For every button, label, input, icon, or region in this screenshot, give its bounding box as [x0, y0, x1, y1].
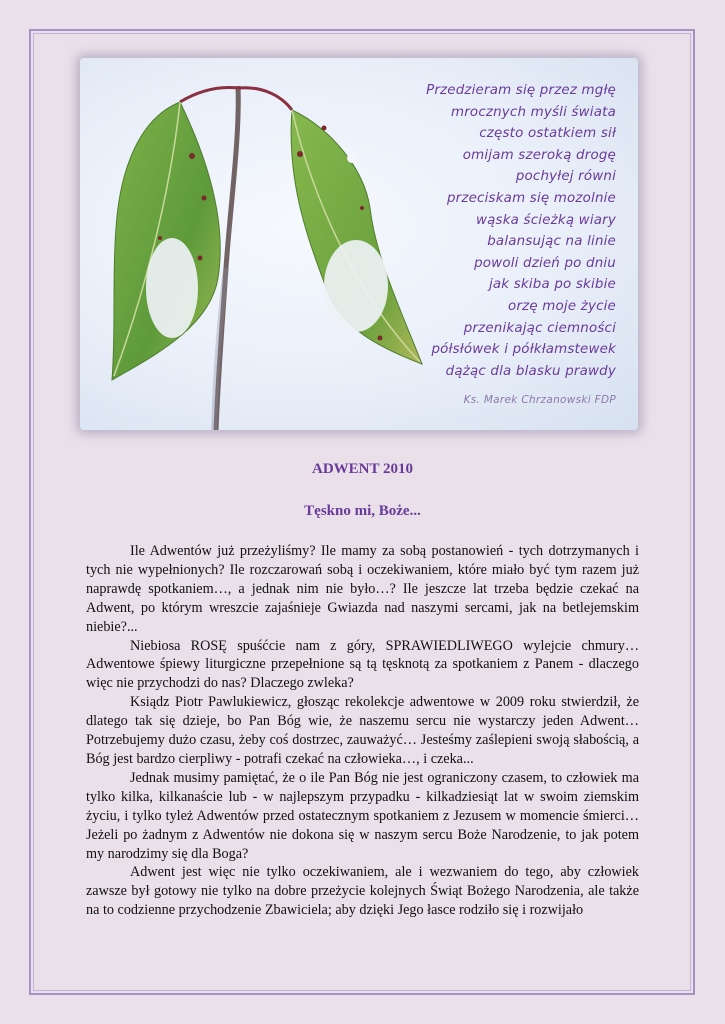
page-title: ADWENT 2010: [312, 461, 413, 477]
paragraph: Adwent jest więc nie tylko oczekiwaniem, ale i wezwaniem do tego, aby człowiek zawsze był gotowy nie tylko na dobre przeżycie kolejnych Świąt Bożego Narodzenia, ale także na to codzienne przychodzenie Zbawiciela; aby dzięki Jego łasce rodziło się i rozwijało: [86, 864, 639, 919]
page-subtitle: Tęskno mi, Boże...: [304, 503, 421, 519]
header-photo: [80, 58, 638, 430]
poem: [356, 80, 616, 412]
poem-line: mrocznych myśli świata: [450, 104, 616, 120]
poem-line: przeciskam się mozolnie: [446, 190, 616, 206]
poem-line: półsłówek i półkłamstewek: [431, 342, 616, 358]
poem-author: Ks. Marek Chrzanowski FDP: [463, 394, 616, 407]
poem-line: przenikając ciemności: [463, 320, 616, 336]
poem-line: często ostatkiem sił: [479, 126, 616, 142]
poem-line: orzę moje życie: [508, 298, 616, 314]
poem-line: wąska ścieżką wiary: [475, 212, 616, 228]
poem-line: dążąc dla blasku prawdy: [445, 363, 616, 379]
poem-line: jak skiba po skibie: [488, 277, 616, 293]
poem-line: omijam szeroką drogę: [462, 147, 616, 163]
poem-line: Przedzieram się przez mgłę: [426, 83, 616, 98]
paragraph: Niebiosa ROSĘ spuśćcie nam z góry, SPRAWIEDLIWEGO wylejcie chmury… Adwentowe śpiewy liturgiczne przepełnione są tą tęsknotą za spotkaniem z Panem - dlaczego więc nie przychodzi do nas? Dlaczego zwleka?: [86, 637, 639, 692]
poem-line: balansując na linie: [487, 234, 616, 250]
poem-line: pochyłej równi: [515, 169, 616, 185]
article-body: [86, 542, 639, 920]
paragraph: Ile Adwentów już przeżyliśmy? Ile mamy za sobą postanowień - tych dotrzymanych i tych nie wypełnionych? Ile rozczarowań sobą i oczekiwaniem, które miało być tym razem już naprawdę spotkaniem…, a jednak nim nie było…? Ile jeszcze lat trzeba będzie czekać na Adwent, po którym wreszcie zajaśnieje Gwiazda nad naszymi sercami, jak na betlejemskim niebie?...: [86, 543, 639, 635]
paragraph: Ksiądz Piotr Pawlukiewicz, głosząc rekolekcje adwentowe w 2009 roku stwierdził, że dlatego tak się dzieje, bo Pan Bóg wie, że naszemu sercu nie wystarczy jeden Adwent… Potrzebujemy dużo czasu, żeby coś dostrzec, zauważyć… Jesteśmy zaślepieni swoją słabością, a Bóg jest bardzo cierpliwy - potrafi czekać na człowieka…, i czeka...: [86, 694, 639, 767]
poem-line: powoli dzień po dniu: [474, 255, 616, 271]
paragraph: Jednak musimy pamiętać, że o ile Pan Bóg nie jest ograniczony czasem, to człowiek ma tylko kilka, kilkanaście lub - w najlepszym przypadku - kilkadziesiąt lat w swoim ziemskim życiu, i tylko tyleż Adwentów przed ostatecznym spotkaniem z Jezusem w momencie śmierci… Jeżeli po żadnym z Adwentów nie dokona się w naszym sercu Boże Narodzenie, to jak potem my narodzimy się dla Boga?: [86, 769, 639, 862]
